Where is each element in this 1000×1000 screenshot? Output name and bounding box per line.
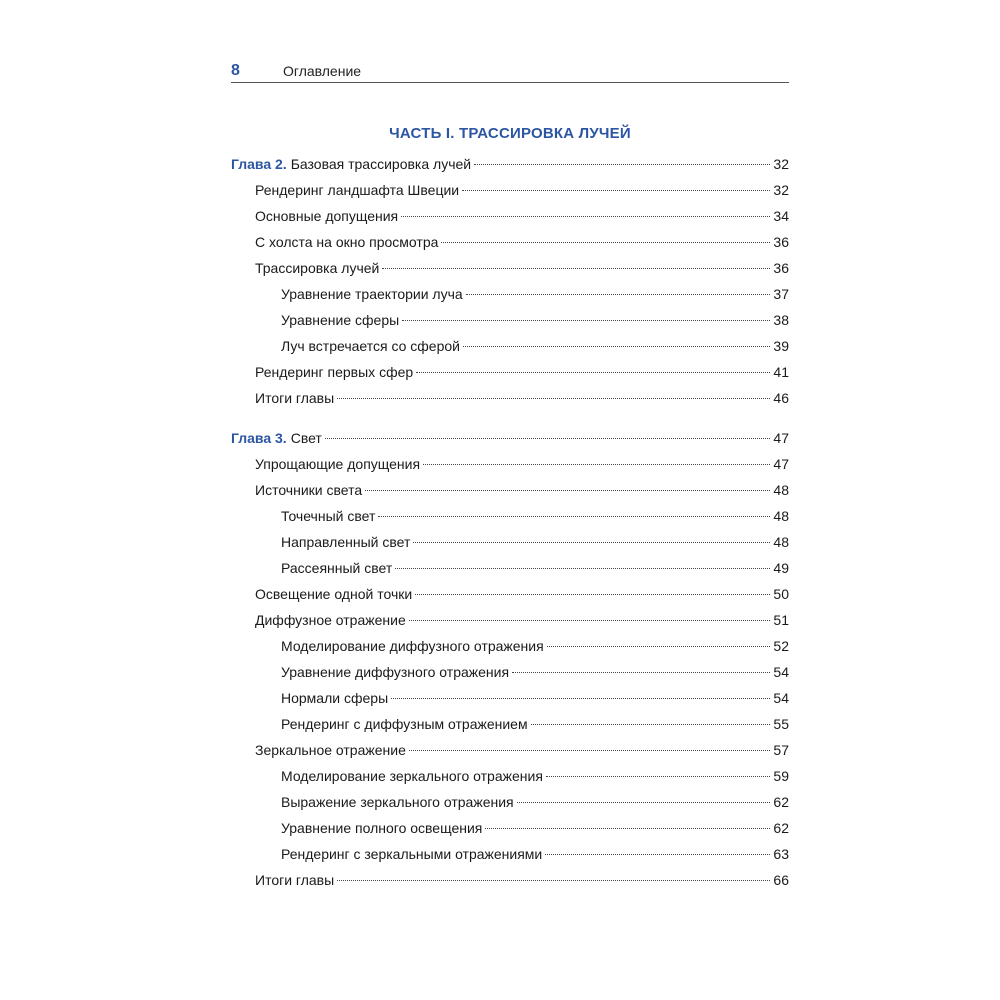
subsection-title: Уравнение траектории луча	[281, 286, 463, 302]
toc-chapter	[231, 151, 789, 411]
chapter-label: Глава 2.	[231, 156, 287, 172]
subsection-title: Рассеянный свет	[281, 560, 393, 576]
toc-section-row[interactable]	[231, 451, 789, 477]
subsection-title: Моделирование зеркального отражения	[281, 768, 543, 784]
toc-section-row[interactable]	[231, 477, 789, 503]
dot-leader	[466, 293, 771, 295]
subsection-title: Уравнение полного освещения	[281, 820, 483, 836]
page-ref: 66	[773, 872, 789, 888]
toc-section-row[interactable]	[231, 737, 789, 763]
toc-subsection-row[interactable]	[231, 685, 789, 711]
toc-subsection-row[interactable]	[231, 711, 789, 737]
page-ref: 54	[773, 690, 789, 706]
dot-leader	[441, 241, 770, 243]
section-title: Итоги главы	[255, 872, 335, 888]
dot-leader	[512, 671, 770, 673]
part-title: ЧАСТЬ I. ТРАССИРОВКА ЛУЧЕЙ	[389, 125, 631, 142]
dot-leader	[409, 619, 771, 621]
page-ref: 32	[773, 182, 789, 198]
toc-subsection-row[interactable]	[231, 633, 789, 659]
subsection-title: Нормали сферы	[281, 690, 389, 706]
toc-chapter-row[interactable]	[231, 425, 789, 451]
page-ref: 50	[773, 586, 789, 602]
chapter-label: Глава 3.	[231, 430, 287, 446]
dot-leader	[391, 697, 770, 699]
toc-section-row[interactable]	[231, 255, 789, 281]
page-ref: 47	[773, 456, 789, 472]
page-number: 8	[231, 62, 240, 79]
page-ref: 48	[773, 482, 789, 498]
subsection-title: Точечный свет	[281, 508, 376, 524]
page-ref: 36	[773, 260, 789, 276]
toc-section-row[interactable]	[231, 359, 789, 385]
page-ref: 38	[773, 312, 789, 328]
subsection-title: Луч встречается со сферой	[281, 338, 460, 354]
dot-leader	[409, 749, 771, 751]
page-ref: 57	[773, 742, 789, 758]
page-ref: 36	[773, 234, 789, 250]
section-title: С холста на окно просмотра	[255, 234, 439, 250]
page-ref: 46	[773, 390, 789, 406]
dot-leader	[365, 489, 770, 491]
page-ref: 34	[773, 208, 789, 224]
page-ref: 32	[773, 156, 789, 172]
dot-leader	[337, 397, 770, 399]
toc-section-row[interactable]	[231, 229, 789, 255]
dot-leader	[546, 775, 771, 777]
dot-leader	[402, 319, 770, 321]
page-ref: 62	[773, 794, 789, 810]
dot-leader	[382, 267, 770, 269]
dot-leader	[325, 437, 771, 439]
subsection-title: Уравнение диффузного отражения	[281, 664, 510, 680]
dot-leader	[517, 801, 771, 803]
section-title: Трассировка лучей	[255, 260, 380, 276]
toc-section-row[interactable]	[231, 385, 789, 411]
dot-leader	[423, 463, 770, 465]
subsection-title: Уравнение сферы	[281, 312, 400, 328]
dot-leader	[485, 827, 770, 829]
dot-leader	[416, 371, 770, 373]
toc-section-row[interactable]	[231, 177, 789, 203]
section-title: Рендеринг ландшафта Швеции	[255, 182, 460, 198]
toc-chapter-row[interactable]	[231, 151, 789, 177]
dot-leader	[474, 163, 770, 165]
subsection-title: Рендеринг с зеркальными отражениями	[281, 846, 543, 862]
dot-leader	[531, 723, 771, 725]
subsection-title: Моделирование диффузного отражения	[281, 638, 544, 654]
dot-leader	[463, 345, 770, 347]
running-header	[231, 60, 789, 83]
section-title: Зеркальное отражение	[255, 742, 406, 758]
toc-subsection-row[interactable]	[231, 333, 789, 359]
table-of-contents	[231, 151, 789, 893]
toc-section-row[interactable]	[231, 581, 789, 607]
page-ref: 39	[773, 338, 789, 354]
toc-subsection-row[interactable]	[231, 555, 789, 581]
section-title: Рендеринг первых сфер	[255, 364, 414, 380]
section-title: Источники света	[255, 482, 363, 498]
toc-subsection-row[interactable]	[231, 659, 789, 685]
section-title: Упрощающие допущения	[255, 456, 421, 472]
dot-leader	[547, 645, 771, 647]
page-ref: 51	[773, 612, 789, 628]
toc-chapter	[231, 425, 789, 893]
dot-leader	[415, 593, 770, 595]
subsection-title: Рендеринг с диффузным отражением	[281, 716, 528, 732]
toc-subsection-row[interactable]	[231, 281, 789, 307]
toc-section-row[interactable]	[231, 867, 789, 893]
page-ref: 62	[773, 820, 789, 836]
toc-section-row[interactable]	[231, 607, 789, 633]
page-ref: 52	[773, 638, 789, 654]
toc-subsection-row[interactable]	[231, 841, 789, 867]
toc-subsection-row[interactable]	[231, 763, 789, 789]
dot-leader	[545, 853, 770, 855]
section-title: Освещение одной точки	[255, 586, 413, 602]
subsection-title: Направленный свет	[281, 534, 411, 550]
running-title: Оглавление	[283, 63, 362, 79]
page-ref: 55	[773, 716, 789, 732]
chapter-title: Базовая трассировка лучей	[290, 156, 472, 172]
dot-leader	[337, 879, 770, 881]
page-ref: 37	[773, 286, 789, 302]
page-ref: 47	[773, 430, 789, 446]
page-ref: 54	[773, 664, 789, 680]
page-ref: 48	[773, 534, 789, 550]
toc-subsection-row[interactable]	[231, 529, 789, 555]
subsection-title: Выражение зеркального отражения	[281, 794, 514, 810]
section-title: Итоги главы	[255, 390, 335, 406]
toc-subsection-row[interactable]	[231, 307, 789, 333]
page-ref: 49	[773, 560, 789, 576]
dot-leader	[395, 567, 770, 569]
dot-leader	[413, 541, 770, 543]
chapter-title: Свет	[290, 430, 322, 446]
toc-subsection-row[interactable]	[231, 503, 789, 529]
page-ref: 41	[773, 364, 789, 380]
dot-leader	[401, 215, 770, 217]
page-ref: 48	[773, 508, 789, 524]
section-title: Основные допущения	[255, 208, 399, 224]
book-page	[231, 60, 789, 893]
toc-section-row[interactable]	[231, 203, 789, 229]
dot-leader	[462, 189, 770, 191]
toc-subsection-row[interactable]	[231, 789, 789, 815]
dot-leader	[378, 515, 770, 517]
page-ref: 59	[773, 768, 789, 784]
section-title: Диффузное отражение	[255, 612, 406, 628]
page-ref: 63	[773, 846, 789, 862]
toc-subsection-row[interactable]	[231, 815, 789, 841]
